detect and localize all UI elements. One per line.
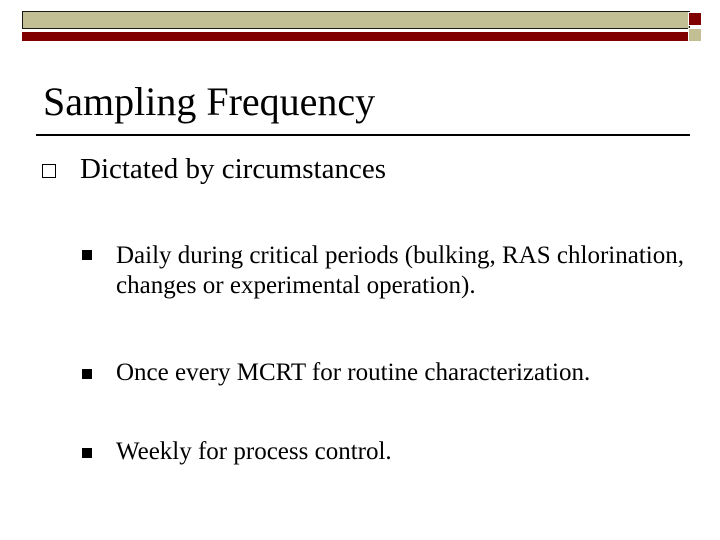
filled-square-bullet-icon [82, 369, 92, 379]
bullet-level2-text: Daily during critical periods (bulking, RAS chlorination, changes or experimental operation). [116, 242, 684, 299]
title-underline [36, 134, 690, 136]
top-decorative-bar [22, 11, 690, 39]
bullet-level2-text: Weekly for process control. [116, 438, 392, 465]
filled-square-bullet-icon [82, 448, 92, 458]
corner-squares [686, 8, 708, 44]
filled-square-bullet-icon [82, 250, 92, 260]
bullet-level1-text: Dictated by circumstances [80, 153, 386, 185]
top-red-stripe [22, 32, 690, 41]
slide-title: Sampling Frequency [43, 79, 376, 124]
top-olive-stripe [22, 11, 690, 29]
corner-square-olive [688, 28, 702, 42]
corner-square-red [688, 12, 702, 26]
hollow-square-bullet-icon [42, 164, 56, 178]
bullet-level2-text: Once every MCRT for routine characterization. [116, 359, 591, 386]
